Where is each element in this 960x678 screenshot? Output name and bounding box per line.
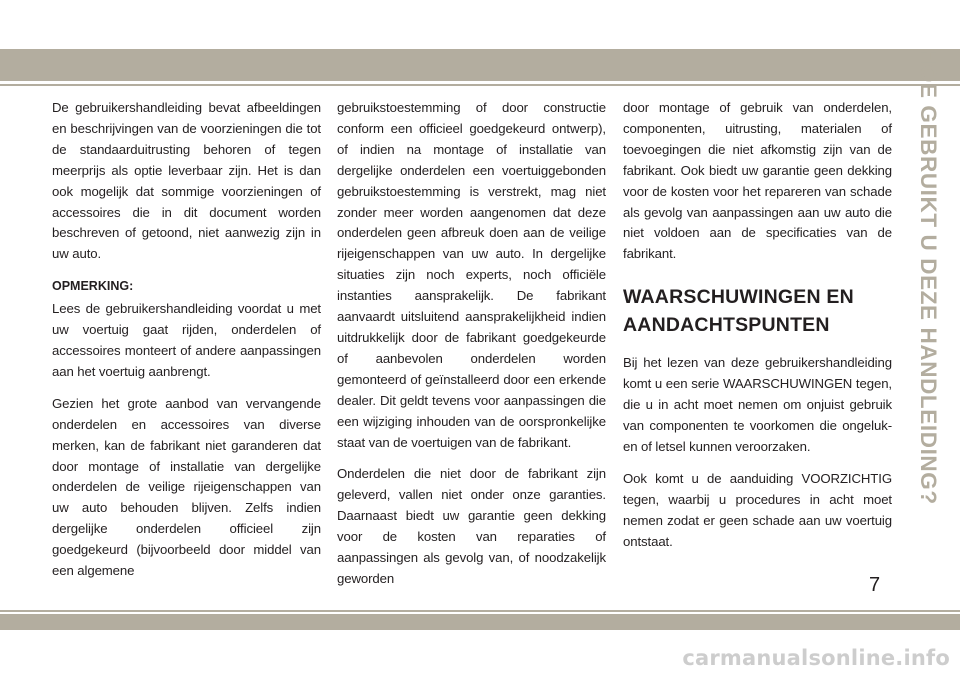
page-number: 7 — [869, 574, 881, 596]
approval-paragraph: gebruikstoestemming of door constructie conform een officieel goedgekeurd ontwerp), of indien na montage of installatie van dergelijke onderdelen een voertuiggebonden gebruikstoestemming is verstrekt, mag niet zonder meer worden aangenomen dat deze onderdelen geen afbreuk doen aan de veilige rijeigenschappen van uw auto. In dergelijke situaties zijn noch experts, noch officiële instanties aansprakelijk. De fabrikant aanvaardt uitsluitend aansprakelijkheid indien uitdrukkelijk door de fabrikant goedgekeurde of aanbevolen onderdelen worden gemonteerd of geïnstalleerd door een erkende dealer. Dit geldt tevens voor aanpassingen die een wijziging inhouden van de oorspronkelijke staat van de voertuigen van de fabrikant. — [337, 100, 606, 450]
text-column-3 — [623, 98, 892, 563]
header-rule — [0, 84, 960, 86]
text-column-1 — [52, 98, 321, 593]
footer-band — [0, 614, 960, 630]
watermark: carmanualsonline.info — [682, 646, 950, 670]
chapter-side-title: HOE GEBRUIKT U DEZE HANDLEIDING? — [916, 47, 941, 505]
intro-paragraph: De gebruikershandleiding bevat afbeeldingen en beschrijvingen van de voorzieningen die tot de standaarduitrusting behoren of tegen meerprijs als optie leverbaar zijn. Het is dan ook mogelijk dat sommige voorzieningen of accessoires die in dit document worden beschreven of getoond, niet aanwezig zijn in uw auto. — [52, 100, 321, 262]
side-tab — [908, 47, 948, 505]
replacement-parts-paragraph: Gezien het grote aanbod van vervangende onderdelen en accessoires van diverse merken, kan de fabrikant niet garanderen dat door montage of installatie van dergelijke onderdelen de veilige rijeigenschappen van uw auto behouden blijven. Zelfs indien dergelijke onderdelen officieel zijn goedgekeurd (bijvoorbeeld door middel van een algemene — [52, 395, 321, 579]
caution-paragraph: Ook komt u de aanduiding VOORZICHTIG tegen, waarbij u procedures in acht moet nemen zodat er geen schade aan uw voertuig ontstaat. — [623, 470, 892, 549]
footer-rule — [0, 610, 960, 612]
text-column-2 — [337, 98, 606, 601]
warnings-paragraph: Bij het lezen van deze gebruikershandleiding komt u een serie WAARSCHUWINGEN tegen, die u in acht moet nemen om onjuist gebruik van componenten te voorkomen die ongeluk- en of letsel kunnen veroorzaken. — [623, 355, 892, 454]
header-band — [0, 49, 960, 81]
section-heading: WAARSCHUWINGEN EN AANDACHTSPUNTEN — [623, 286, 854, 337]
note-paragraph: Lees de gebruikershandleiding voordat u met uw voertuig gaat rijden, onderdelen of accessoires monteert of andere aanpassingen aan het voertuig aanbrengt. — [52, 301, 321, 379]
warranty-continued-paragraph: door montage of gebruik van onderdelen, componenten, uitrusting, materialen of toevoegingen die niet afkomstig zijn van de fabrikant. Ook biedt uw garantie geen dekking voor de kosten voor het repareren van schade als gevolg van aanpassingen aan uw auto die niet voldoen aan de specificaties van de fabrikant. — [623, 100, 892, 262]
note-heading: OPMERKING: — [52, 279, 134, 294]
warranty-paragraph: Onderdelen die niet door de fabrikant zijn geleverd, vallen niet onder onze garanties. Daarnaast biedt uw garantie geen dekking voor de kosten van reparaties of aanpassingen als gevolg van, of noodzakelijk geworden — [337, 466, 606, 586]
